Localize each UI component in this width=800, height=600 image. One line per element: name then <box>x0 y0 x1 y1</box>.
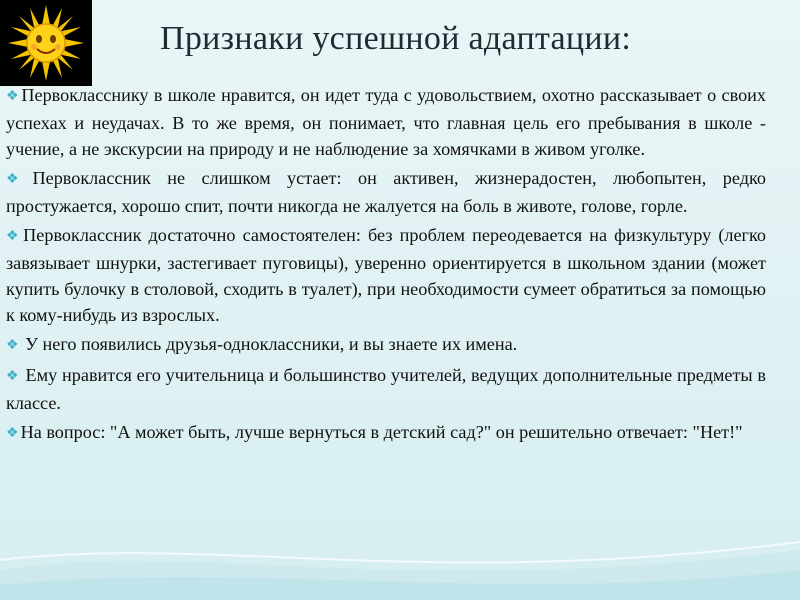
diamond-bullet-icon: ❖ <box>6 229 22 244</box>
diamond-bullet-icon: ❖ <box>6 338 19 353</box>
list-item <box>6 331 766 359</box>
list-item <box>6 419 766 447</box>
bullet-text: Ему нравится его учительница и большинство учителей, ведущих дополнительные предметы в классе. <box>6 365 766 413</box>
diamond-bullet-icon: ❖ <box>6 172 31 187</box>
list-item <box>6 82 766 162</box>
list-item <box>6 222 766 328</box>
list-item <box>6 165 766 219</box>
diamond-bullet-icon: ❖ <box>6 426 19 441</box>
bullet-list <box>6 82 766 450</box>
bullet-text: Первоклассник достаточно самостоятелен: без проблем переодевается на физкультуру (легко завязывает шнурки, застегивает пуговицы), уверенно ориентируется в школьном здании (может купить булочку в столовой, сходить в туалет), при необходимости сумеет обратиться за помощью к кому-нибудь из взрослых. <box>6 225 766 325</box>
list-item <box>6 362 766 416</box>
sun-image <box>0 0 92 86</box>
bullet-text: Первокласснику в школе нравится, он идет туда с удовольствием, охотно рассказывает о своих успехах и неудачах. В то же время, он понимает, что главная цель его пребывания в школе - учение, а не экскурсии на природу и не наблюдение за хомячками в живом уголке. <box>6 85 767 159</box>
decorative-waves <box>0 530 800 600</box>
bullet-text: Первоклассник не слишком устает: он активен, жизнерадостен, любопытен, редко простужается, хорошо спит, почти никогда не жалуется на боль в животе, голове, горле. <box>6 168 766 216</box>
bullet-text: На вопрос: "А может быть, лучше вернуться в детский сад?" он решительно отвечает: "Нет!" <box>20 422 743 442</box>
diamond-bullet-icon: ❖ <box>6 89 20 104</box>
slide-title: Признаки успешной адаптации: <box>160 20 632 57</box>
diamond-bullet-icon: ❖ <box>6 369 19 384</box>
bullet-text: У него появились друзья-одноклассники, и вы знаете их имена. <box>20 334 518 354</box>
sun-icon <box>6 3 86 83</box>
